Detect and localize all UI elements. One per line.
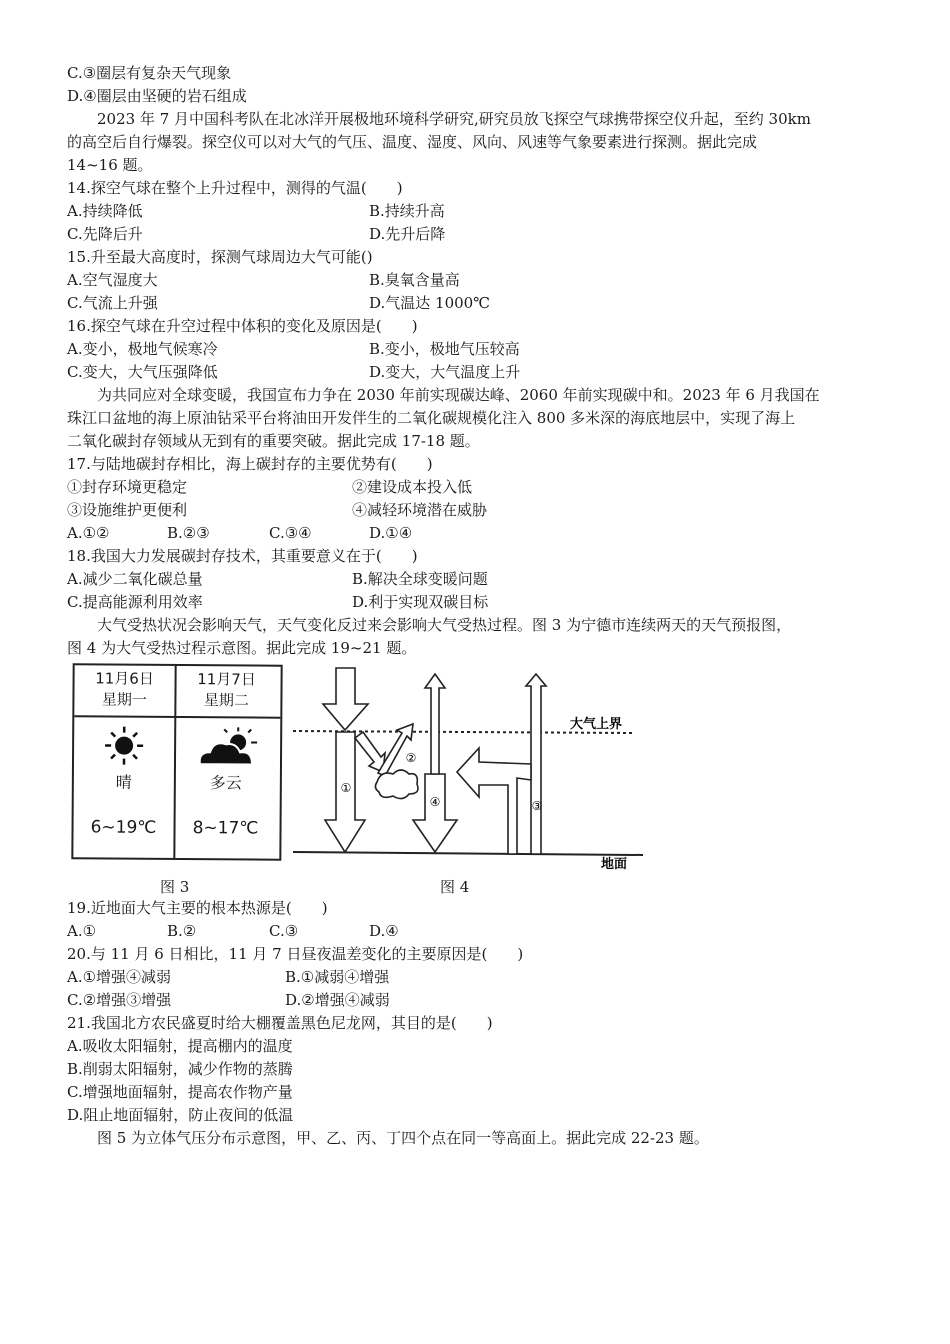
ground-radiation-to-atmosphere-arrow xyxy=(457,748,531,854)
option: B.② xyxy=(167,922,197,940)
text: 为共同应对全球变暖，我国宣布力争在 2030 年前实现碳达峰、2060 年前实现碳中和。2023 年 6 月我国在 xyxy=(97,386,820,404)
day1-weather: 晴 xyxy=(115,772,132,792)
passage-line xyxy=(67,108,887,131)
label-1: ① xyxy=(340,781,352,795)
option-row xyxy=(67,522,887,545)
day2-temperature: 8~17℃ xyxy=(192,818,259,839)
text: B.削弱太阳辐射，减少作物的蒸腾 xyxy=(67,1060,293,1078)
option: C.提高能源利用效率 xyxy=(67,593,203,611)
question-line xyxy=(67,545,887,568)
option: A.①② xyxy=(67,524,110,542)
option: ①封存环境更稳定 xyxy=(67,478,188,496)
option-row xyxy=(67,499,887,522)
option: B.变小，极地气压较高 xyxy=(369,340,520,358)
option: C.③ xyxy=(269,922,299,940)
text: 19.近地面大气主要的根本热源是( ) xyxy=(67,899,328,917)
text: D.④圈层由坚硬的岩石组成 xyxy=(67,87,247,105)
figure-4-caption: 图 4 xyxy=(440,878,470,896)
option-row xyxy=(67,269,887,292)
option-row xyxy=(67,591,887,614)
question-line xyxy=(67,315,887,338)
option-row xyxy=(67,361,887,384)
day1-temperature: 6~19℃ xyxy=(90,817,157,838)
question-line xyxy=(67,1081,887,1104)
option: A.空气湿度大 xyxy=(67,271,158,289)
atmospheric-radiation-up-arrow xyxy=(425,674,445,774)
question-line xyxy=(67,246,887,269)
text: 17.与陆地碳封存相比，海上碳封存的主要优势有( ) xyxy=(67,455,433,473)
atmosphere-top-label: 大气上界 xyxy=(570,717,623,732)
option: D.气温达 1000℃ xyxy=(369,294,490,312)
cloud-icon xyxy=(375,770,418,799)
question-line xyxy=(67,85,887,108)
option: D.变大，大气温度上升 xyxy=(369,363,521,381)
option: D.④ xyxy=(369,922,399,940)
arrow-to-cloud xyxy=(355,732,385,772)
question-line xyxy=(67,1058,887,1081)
option: D.②增强④减弱 xyxy=(285,991,390,1009)
text: 20.与 11 月 6 日相比，11 月 7 日昼夜温差变化的主要原因是( ) xyxy=(67,945,524,963)
figure-4-heat-process-diagram xyxy=(293,660,653,875)
option-row xyxy=(67,292,887,315)
option: D.①④ xyxy=(369,524,413,542)
option: D.先升后降 xyxy=(369,225,446,243)
option: C.先降后升 xyxy=(67,225,143,243)
question-text-upper xyxy=(67,62,887,660)
option-row xyxy=(67,568,887,591)
text: 15.升至最大高度时，探测气球周边大气可能() xyxy=(67,248,373,266)
question-line xyxy=(67,407,887,430)
question-line xyxy=(67,62,887,85)
text: 2023 年 7 月中国科考队在北冰洋开展极地环境科学研究,研究员放飞探空气球携带探空仪升起，至约 30km xyxy=(97,110,811,128)
question-line xyxy=(67,430,887,453)
question-line xyxy=(67,131,887,154)
day2-weekday: 星期二 xyxy=(203,691,249,710)
option-row xyxy=(67,966,887,989)
option: B.臭氧含量高 xyxy=(369,271,460,289)
question-line xyxy=(67,1035,887,1058)
passage-line xyxy=(67,1127,887,1150)
text: 图 5 为立体气压分布示意图，甲、乙、丙、丁四个点在同一等高面上。据此完成 22-23 题。 xyxy=(97,1129,709,1147)
question-line xyxy=(67,177,887,200)
arrow-4-atmospheric-counter-radiation xyxy=(413,774,457,852)
question-line xyxy=(67,1104,887,1127)
option: B.解决全球变暖问题 xyxy=(352,570,488,588)
text: 图 4 为大气受热过程示意图。据此完成 19~21 题。 xyxy=(67,639,417,657)
text: A.吸收太阳辐射，提高棚内的温度 xyxy=(67,1037,293,1055)
ground-label: 地面 xyxy=(601,857,628,872)
incoming-solar-arrow xyxy=(323,668,368,730)
option: C.气流上升强 xyxy=(67,294,158,312)
label-3: ③ xyxy=(531,799,543,813)
text: C.增强地面辐射，提高农作物产量 xyxy=(67,1083,293,1101)
option: ④减轻环境潜在威胁 xyxy=(352,501,488,519)
option: A.①增强④减弱 xyxy=(67,968,172,986)
option: B.持续升高 xyxy=(369,202,445,220)
text: 18.我国大力发展碳封存技术，其重要意义在于( ) xyxy=(67,547,418,565)
option: C.③④ xyxy=(269,524,312,542)
text: D.阻止地面辐射，防止夜间的低温 xyxy=(67,1106,294,1124)
day1-weekday: 星期一 xyxy=(101,690,147,709)
sun-icon xyxy=(99,725,199,766)
label-2: ② xyxy=(405,751,417,765)
option-row xyxy=(67,223,887,246)
text: C.③圈层有复杂天气现象 xyxy=(67,64,232,82)
question-line xyxy=(67,1012,887,1035)
passage-line xyxy=(67,384,887,407)
text: 大气受热状况会影响天气，天气变化反过来会影响大气受热过程。图 3 为宁德市连续两天的天气预报图， xyxy=(97,616,792,634)
figure-3-caption: 图 3 xyxy=(160,878,190,896)
text: 14.探空气球在整个上升过程中，测得的气温( ) xyxy=(67,179,403,197)
text: 二氧化碳封存领域从无到有的重要突破。据此完成 17-18 题。 xyxy=(67,432,480,450)
figure-3-weather-forecast xyxy=(71,663,282,860)
question-text-lower xyxy=(67,897,887,1150)
option-row xyxy=(67,200,887,223)
passage-line xyxy=(67,614,887,637)
option: A.变小，极地气候寒冷 xyxy=(67,340,218,358)
day2-weather: 多云 xyxy=(209,773,242,793)
text: 21.我国北方农民盛夏时给大棚覆盖黑色尼龙网，其目的是( ) xyxy=(67,1014,493,1032)
option-row xyxy=(67,476,887,499)
option: C.②增强③增强 xyxy=(67,991,172,1009)
day2-date: 11月7日 xyxy=(197,670,256,689)
partly-cloudy-icon xyxy=(196,726,296,769)
option: A.持续降低 xyxy=(67,202,143,220)
text: 的高空后自行爆裂。探空仪可以对大气的气压、温度、湿度、风向、风速等气象要素进行探测。据此完成 xyxy=(67,133,758,151)
option-row xyxy=(67,989,887,1012)
question-line xyxy=(67,453,887,476)
day1-date: 11月6日 xyxy=(95,669,154,688)
option: ②建设成本投入低 xyxy=(352,478,473,496)
option: D.利于实现双碳目标 xyxy=(352,593,489,611)
text: 16.探空气球在升空过程中体积的变化及原因是( ) xyxy=(67,317,418,335)
option: ③设施维护更便利 xyxy=(67,501,188,519)
question-line xyxy=(67,154,887,177)
question-line xyxy=(67,637,887,660)
text: 14~16 题。 xyxy=(67,156,153,174)
option: C.变大，大气压强降低 xyxy=(67,363,218,381)
option: A.减少二氧化碳总量 xyxy=(67,570,203,588)
option-row xyxy=(67,920,887,943)
label-4: ④ xyxy=(429,795,441,809)
option: B.①减弱④增强 xyxy=(285,968,390,986)
question-line xyxy=(67,943,887,966)
option-row xyxy=(67,338,887,361)
option: B.②③ xyxy=(167,524,210,542)
option: A.① xyxy=(67,922,97,940)
question-line xyxy=(67,897,887,920)
text: 珠江口盆地的海上原油钻采平台将油田开发伴生的二氧化碳规模化注入 800 多米深的海底地层中，实现了海上 xyxy=(67,409,796,427)
